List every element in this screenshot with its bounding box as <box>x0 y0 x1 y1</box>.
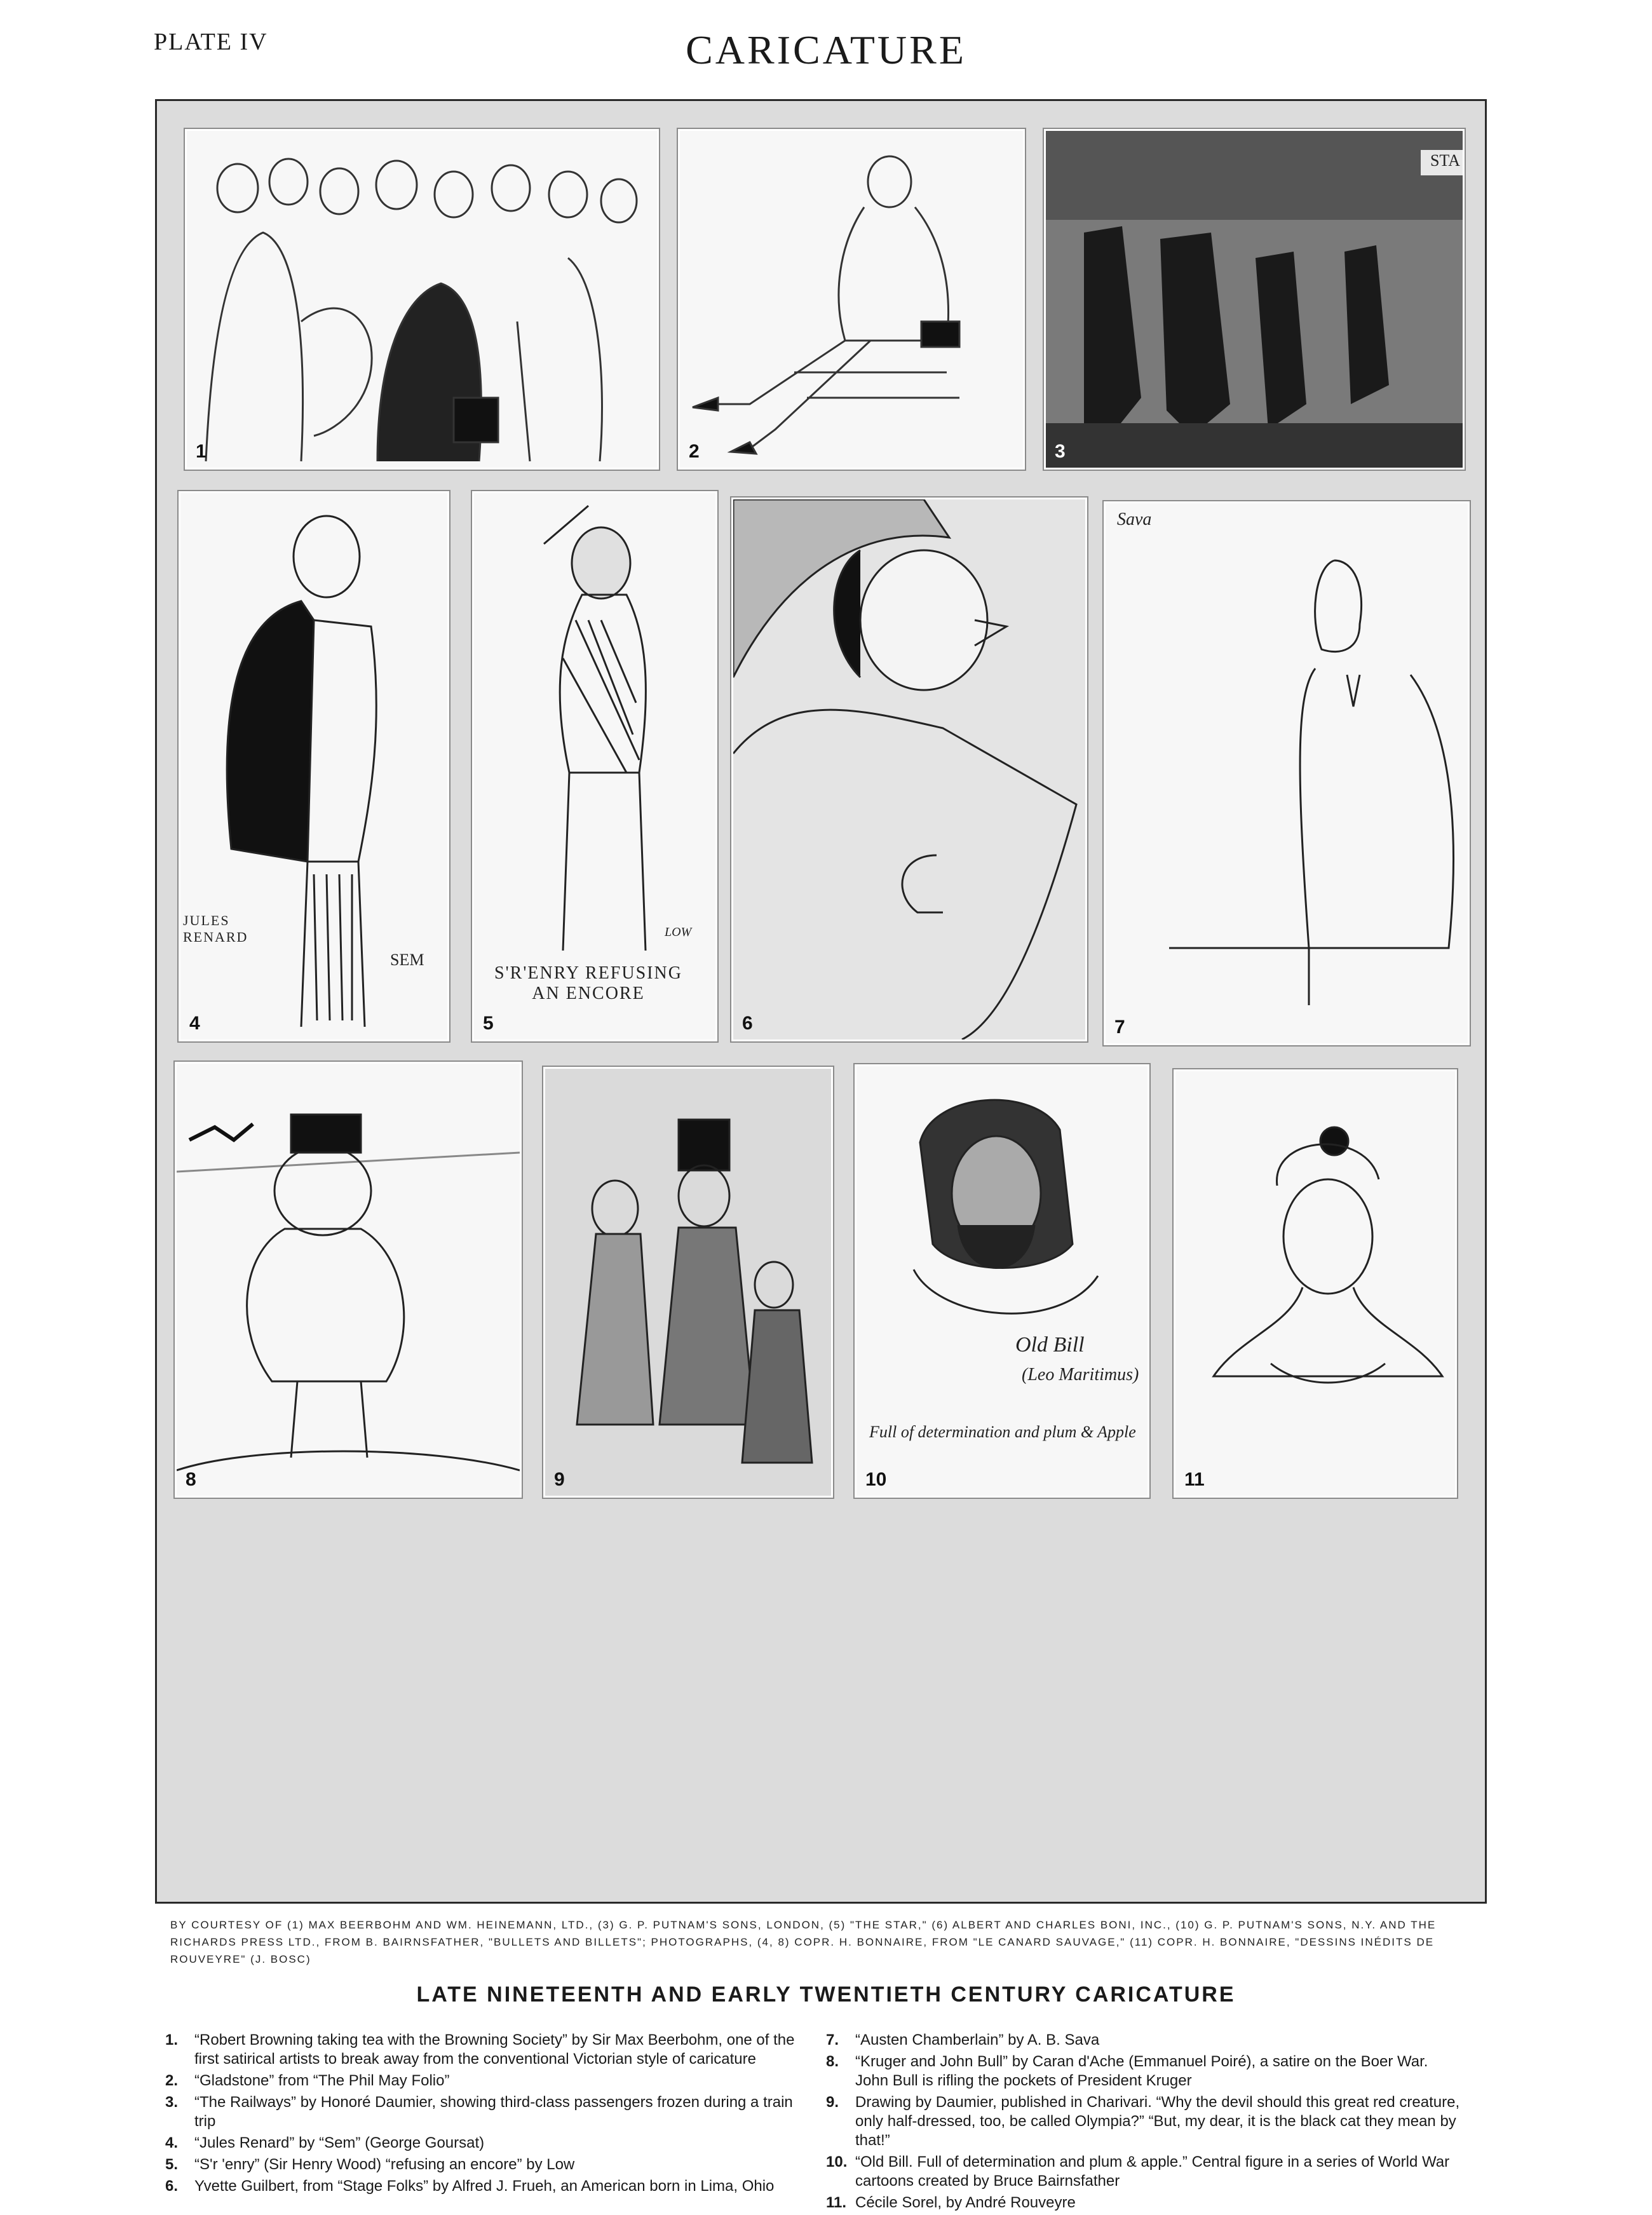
station-sign: STA <box>1430 151 1460 170</box>
inscription-determination: Full of determination and plum & Apple <box>869 1423 1136 1441</box>
artist-signature: LOW <box>665 925 692 939</box>
caption-text: “Gladstone” from “The Phil May Folio” <box>194 2072 450 2089</box>
illustration-6-yvette-guilbert <box>731 498 1087 1041</box>
illustration-number: 8 <box>186 1469 196 1490</box>
plate-label: PLATE IV <box>154 29 268 55</box>
caption-text: “Old Bill. Full of determination and plum & apple.” Central figure in a series of World War cartoons created by Bruce Bairnsfather <box>855 2153 1450 2190</box>
inscription-leo-maritimus: (Leo Maritimus) <box>1022 1365 1139 1385</box>
caption-text: Drawing by Daumier, published in Charivari. “Why the devil should this great red creature, only half-dressed, too, be called Olympia?” “But, my dear, it is the black cat they mean by that!” <box>855 2094 1460 2149</box>
illustration-plate <box>155 99 1487 1904</box>
caricature-caption: S'R'ENRY REFUSING AN ENCORE <box>494 963 682 1003</box>
illustration-number: 6 <box>742 1013 753 1034</box>
illustration-9-daumier-charivari <box>543 1067 833 1498</box>
illustration-4-jules-renard <box>179 491 449 1041</box>
illustration-11-cecile-sorel <box>1174 1069 1457 1498</box>
photo-credits: BY COURTESY OF (1) MAX BEERBOHM AND WM. HEINEMANN, LTD., (3) G. P. PUTNAM'S SONS, LONDON, (5) "THE STAR," (6) ALBERT AND CHARLES BONI, INC., (10) G. P. PUTNAM'S SONS, N.Y. AND THE RICHARDS PRESS LTD., FROM B. BAIRNSFATHER, "BULLETS AND BILLETS"; PHOTOGRAPHS, (4, 8) COPR. H. BONNAIRE, FROM "LE CANARD SAUVAGE," (11) COPR. H. BONNAIRE, "DESSINS INÉDITS DE ROUVEYRE" (J. BOSC) <box>170 1919 1437 1965</box>
illustration-number: 11 <box>1184 1469 1205 1490</box>
caption-number: 3. <box>165 2094 179 2111</box>
inscription-old-bill: Old Bill <box>1015 1333 1085 1357</box>
caption-number: 7. <box>826 2031 839 2049</box>
caption-number: 6. <box>165 2178 179 2195</box>
illustration-number: 5 <box>483 1013 494 1034</box>
captions-left-column <box>165 2031 801 2198</box>
illustration-10-old-bill <box>855 1064 1149 1498</box>
caption-item <box>165 2155 801 2174</box>
illustration-3-the-railways <box>1044 129 1465 470</box>
drawing-henry-wood <box>474 493 715 1040</box>
caption-number: 11. <box>826 2194 847 2211</box>
illustration-1-browning-society <box>185 129 659 470</box>
illustration-number: 1 <box>196 441 207 462</box>
artist-signature: Sava <box>1117 510 1152 529</box>
caption-item <box>826 2031 1461 2050</box>
caption-item <box>826 2052 1461 2090</box>
caption-number: 1. <box>165 2031 179 2049</box>
drawing-austen-chamberlain <box>1106 503 1468 1043</box>
caption-number: 4. <box>165 2134 179 2151</box>
caption-item <box>165 2093 801 2131</box>
captions-right-column <box>826 2031 1461 2215</box>
section-title: LATE NINETEENTH AND EARLY TWENTIETH CENTURY CARICATURE <box>416 1982 1236 2007</box>
caption-text: “Jules Renard” by “Sem” (George Goursat) <box>194 2134 485 2151</box>
drawing-gladstone <box>680 131 1023 468</box>
illustration-number: 9 <box>554 1469 565 1490</box>
caption-item <box>165 2031 801 2069</box>
caption-item <box>165 2177 801 2196</box>
drawing-kruger-john-bull <box>177 1064 520 1496</box>
caption-text: Cécile Sorel, by André Rouveyre <box>855 2194 1076 2211</box>
caption-number: 2. <box>165 2072 179 2089</box>
illustration-5-sir-henry-wood <box>472 491 717 1041</box>
drawing-yvette-guilbert <box>733 499 1085 1040</box>
artist-signature: SEM <box>390 951 424 969</box>
caption-number: 8. <box>826 2053 839 2070</box>
caption-text: “The Railways” by Honoré Daumier, showing third-class passengers frozen during a train trip <box>194 2094 793 2130</box>
caption-number: 5. <box>165 2156 179 2173</box>
subject-name: JULES RENARD <box>183 912 248 945</box>
caption-text: “Kruger and John Bull” by Caran d'Ache (Emmanuel Poiré), a satire on the Boer War. John Bull is rifling the pockets of President Kruger <box>855 2053 1428 2089</box>
drawing-daumier-olympia <box>545 1069 831 1496</box>
caption-text: Yvette Guilbert, from “Stage Folks” by Alfred J. Frueh, an American born in Lima, Ohio <box>194 2178 775 2195</box>
drawing-railways <box>1046 131 1463 468</box>
illustration-number: 3 <box>1055 441 1066 462</box>
illustration-2-gladstone <box>678 129 1025 470</box>
caption-item <box>165 2134 801 2153</box>
caption-text: “Austen Chamberlain” by A. B. Sava <box>855 2031 1100 2049</box>
drawing-cecile-sorel <box>1175 1071 1455 1496</box>
illustration-7-austen-chamberlain <box>1104 501 1470 1045</box>
illustration-number: 2 <box>689 441 700 462</box>
caption-text: “Robert Browning taking tea with the Browning Society” by Sir Max Beerbohm, one of the first satirical artists to break away from the conventional Victorian style of caricature <box>194 2031 795 2068</box>
drawing-browning-society <box>187 131 657 468</box>
illustration-number: 4 <box>189 1013 200 1034</box>
caption-number: 10. <box>826 2153 848 2171</box>
caption-item <box>826 2193 1461 2212</box>
illustration-8-kruger-and-john-bull <box>175 1062 522 1498</box>
caption-item <box>165 2071 801 2090</box>
caption-number: 9. <box>826 2094 839 2111</box>
caption-text: “S'r 'enry” (Sir Henry Wood) “refusing an encore” by Low <box>194 2156 575 2173</box>
illustration-number: 7 <box>1114 1017 1125 1038</box>
caption-item <box>826 2093 1461 2150</box>
page-title: CARICATURE <box>686 27 966 72</box>
caption-item <box>826 2153 1461 2191</box>
illustration-number: 10 <box>865 1469 887 1490</box>
